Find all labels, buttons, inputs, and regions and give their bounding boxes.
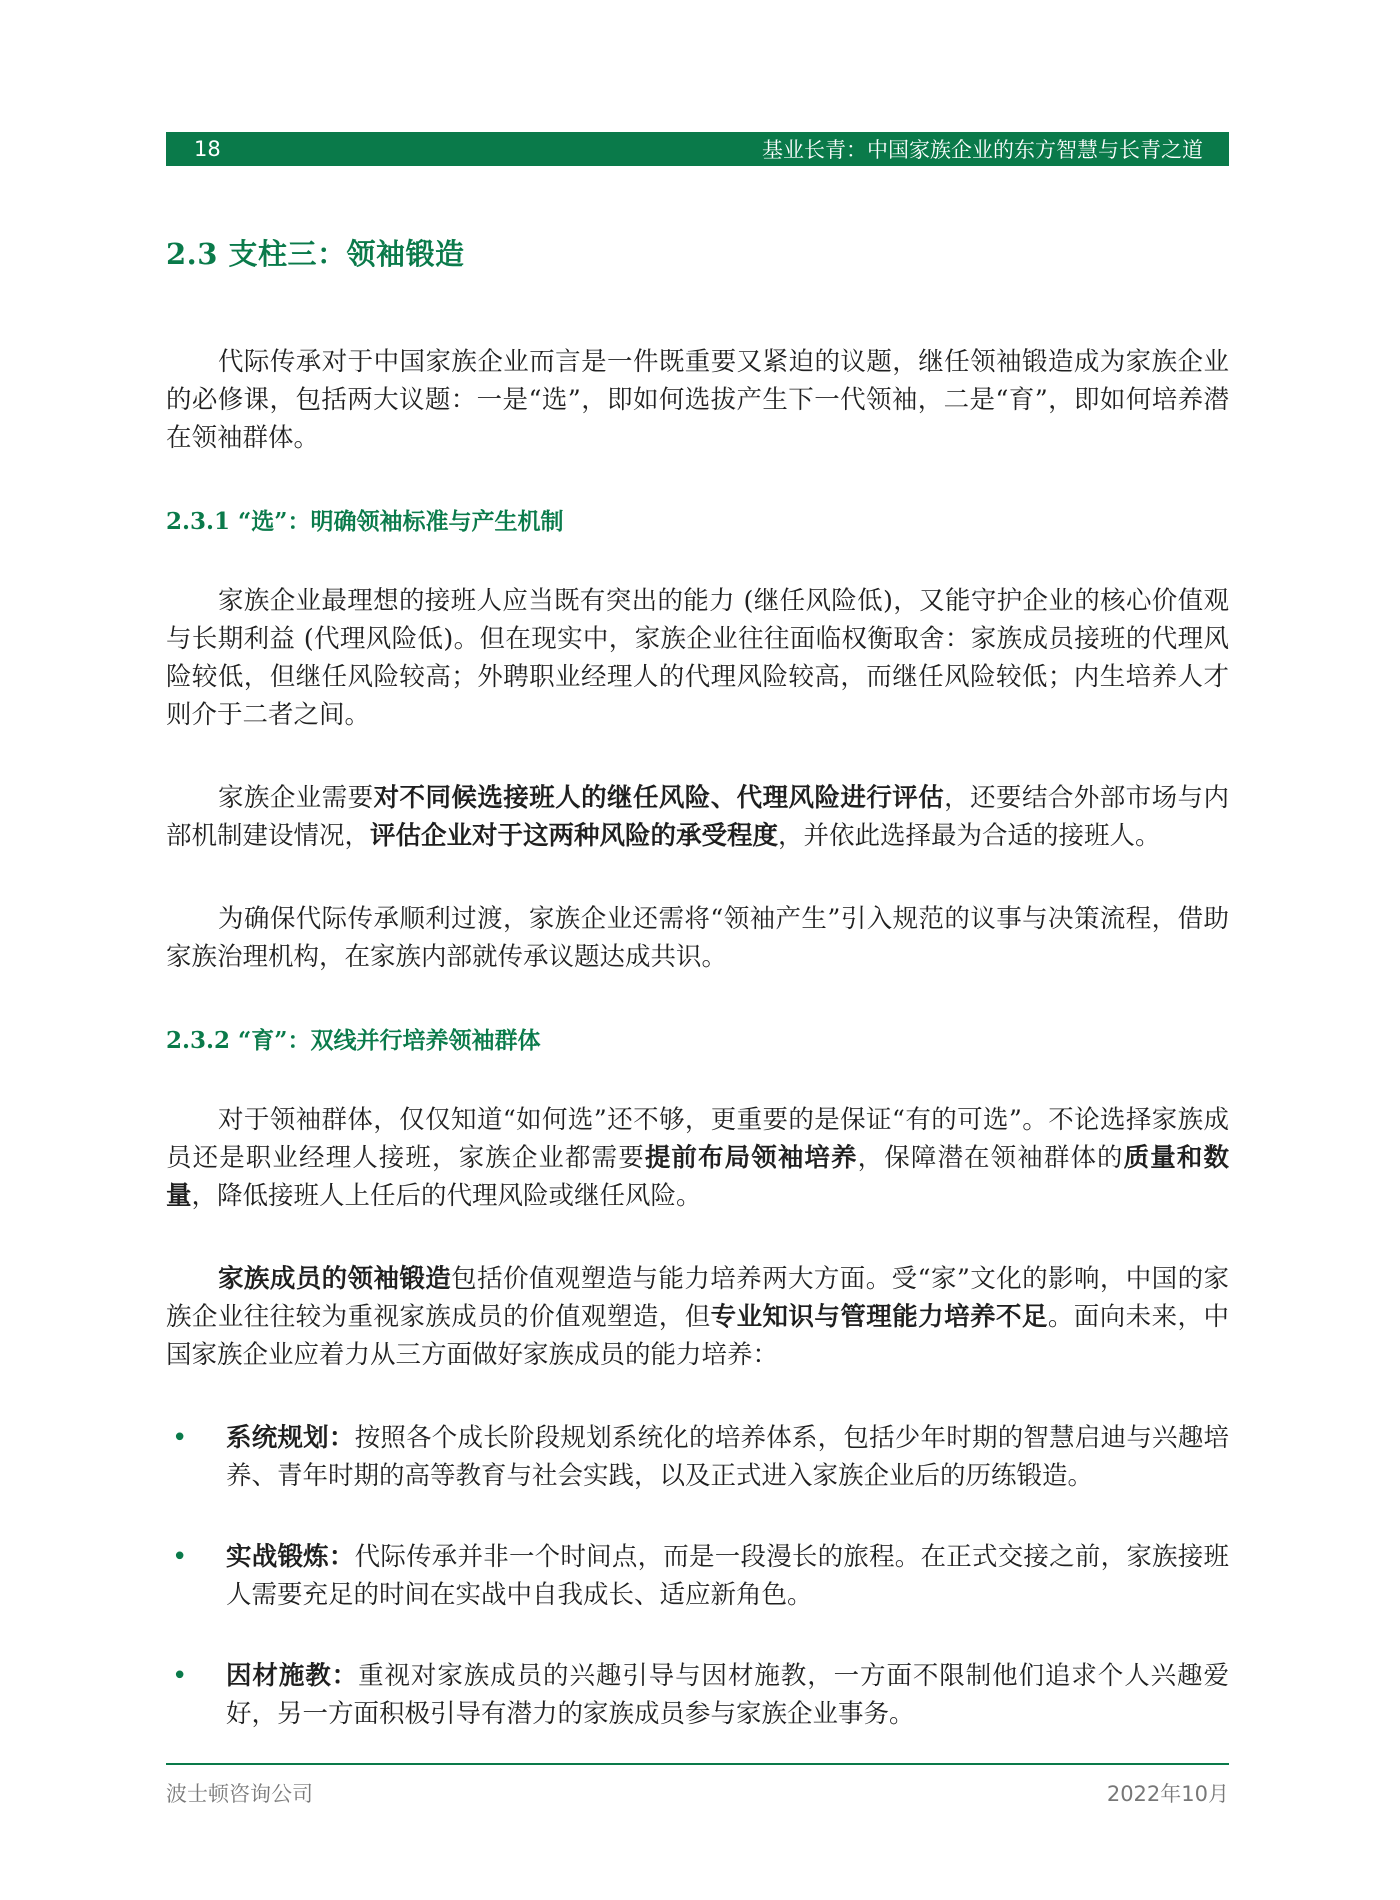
capability-bullet-list — [166, 1419, 1229, 1733]
paragraph-smooth-transition: 为确保代际传承顺利过渡，家族企业还需将“领袖产生”引入规范的议事与决策流程，借助家族治理机构，在家族内部就传承议题达成共识。 — [166, 904, 1229, 972]
document-title: 基业长青：中国家族企业的东方智慧与长青之道 — [762, 138, 1203, 162]
footer-date: 2022年10月 — [1106, 1782, 1229, 1806]
bullet-icon: • — [172, 1542, 188, 1572]
emphasis-quality-quantity: 质量和数量 — [166, 1143, 1229, 1211]
bullet-title: 因材施教： — [226, 1661, 359, 1691]
subsection-heading-select: 2.3.1 “选”：明确领袖标准与产生机制 — [166, 508, 564, 535]
bullet-title: 系统规划： — [226, 1423, 355, 1453]
footer-company: 波士顿咨询公司 — [166, 1782, 313, 1806]
bullet-title: 实战锻炼： — [226, 1542, 355, 1572]
paragraph-leader-pool: 对于领袖群体，仅仅知道“如何选”还不够，更重要的是保证“有的可选”。不论选择家族成员还是职业经理人接班，家族企业都需要提前布局领袖培养，保障潜在领袖群体的质量和数量，降低接班人上任后的代理风险或继任风险。 — [166, 1105, 1229, 1211]
emphasis-family-leadership: 家族成员的领袖锻造 — [218, 1264, 452, 1294]
section-intro-paragraph: 代际传承对于中国家族企业而言是一件既重要又紧迫的议题，继任领袖锻造成为家族企业的必修课，包括两大议题：一是“选”，即如何选拔产生下一代领袖，二是“育”，即如何培养潜在领袖群体。 — [166, 347, 1229, 453]
emphasis-early-planning: 提前布局领袖培养 — [644, 1143, 858, 1173]
paragraph-ideal-successor: 家族企业最理想的接班人应当既有突出的能力 (继任风险低)，又能守护企业的核心价值观与长期利益 (代理风险低)。但在现实中，家族企业往往面临权衡取舍：家族成员接班的代理风险较低，但继任风险较高；外聘职业经理人的代理风险较高，而继任风险较低；内生培养人才则介于二者之间。 — [166, 586, 1229, 730]
running-header — [166, 132, 1229, 166]
paragraph-family-leadership: 家族成员的领袖锻造包括价值观塑造与能力培养两大方面。受“家”文化的影响，中国的家族企业往往较为重视家族成员的价值观塑造，但专业知识与管理能力培养不足。面向未来，中国家族企业应着力从三方面做好家族成员的能力培养： — [166, 1264, 1229, 1370]
emphasis-evaluate-risks: 对不同候选接班人的继任风险、代理风险进行评估 — [373, 783, 945, 813]
page-number: 18 — [194, 137, 221, 161]
list-item: • 因材施教：重视对家族成员的兴趣引导与因材施教，一方面不限制他们追求个人兴趣爱好，另一方面积极引导有潜力的家族成员参与家族企业事务。 — [166, 1657, 1229, 1733]
bullet-icon: • — [172, 1661, 188, 1691]
emphasis-skills-gap: 专业知识与管理能力培养不足 — [710, 1302, 1048, 1332]
section-heading: 2.3 支柱三：领袖锻造 — [166, 237, 465, 271]
page-body — [166, 232, 1229, 1733]
list-item: • 实战锻炼：代际传承并非一个时间点，而是一段漫长的旅程。在正式交接之前，家族接班人需要充足的时间在实战中自我成长、适应新角色。 — [166, 1538, 1229, 1614]
footer-divider — [166, 1763, 1229, 1765]
bullet-icon: • — [172, 1423, 188, 1453]
subsection-heading-cultivate: 2.3.2 “育”：双线并行培养领袖群体 — [166, 1027, 541, 1054]
list-item: • 系统规划：按照各个成长阶段规划系统化的培养体系，包括少年时期的智慧启迪与兴趣培养、青年时期的高等教育与社会实践，以及正式进入家族企业后的历练锻造。 — [166, 1419, 1229, 1495]
emphasis-risk-tolerance: 评估企业对于这两种风险的承受程度 — [370, 821, 779, 851]
paragraph-risk-evaluation: 家族企业需要对不同候选接班人的继任风险、代理风险进行评估，还要结合外部市场与内部机制建设情况，评估企业对于这两种风险的承受程度，并依此选择最为合适的接班人。 — [166, 783, 1229, 851]
